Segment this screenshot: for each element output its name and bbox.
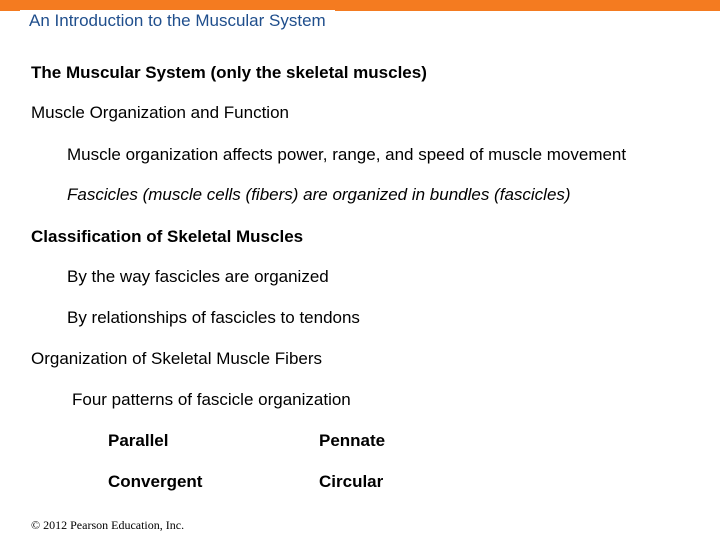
bullet-fascicle-tendons: By relationships of fascicles to tendons	[67, 308, 360, 327]
bullet-fascicle-arrangement: By the way fascicles are organized	[67, 267, 329, 286]
bullet-organization-affects: Muscle organization affects power, range, and speed of muscle movement	[67, 145, 627, 164]
pattern-parallel: Parallel	[108, 431, 169, 450]
heading-muscle-organization: Muscle Organization and Function	[31, 103, 289, 122]
heading-classification: Classification of Skeletal Muscles	[31, 227, 304, 246]
copyright-footer: © 2012 Pearson Education, Inc.	[31, 518, 185, 532]
heading-fiber-organization: Organization of Skeletal Muscle Fibers	[31, 349, 323, 368]
bullet-fascicles: Fascicles (muscle cells (fibers) are organized in bundles (fascicles)	[67, 185, 571, 204]
slide-header	[0, 0, 720, 40]
heading-muscular-system: The Muscular System (only the skeletal muscles)	[31, 63, 427, 82]
bullet-four-patterns: Four patterns of fascicle organization	[72, 390, 351, 409]
pattern-circular: Circular	[319, 472, 384, 491]
pattern-convergent: Convergent	[108, 472, 203, 491]
pattern-pennate: Pennate	[319, 431, 386, 450]
slide-title: An Introduction to the Muscular System	[20, 10, 335, 34]
